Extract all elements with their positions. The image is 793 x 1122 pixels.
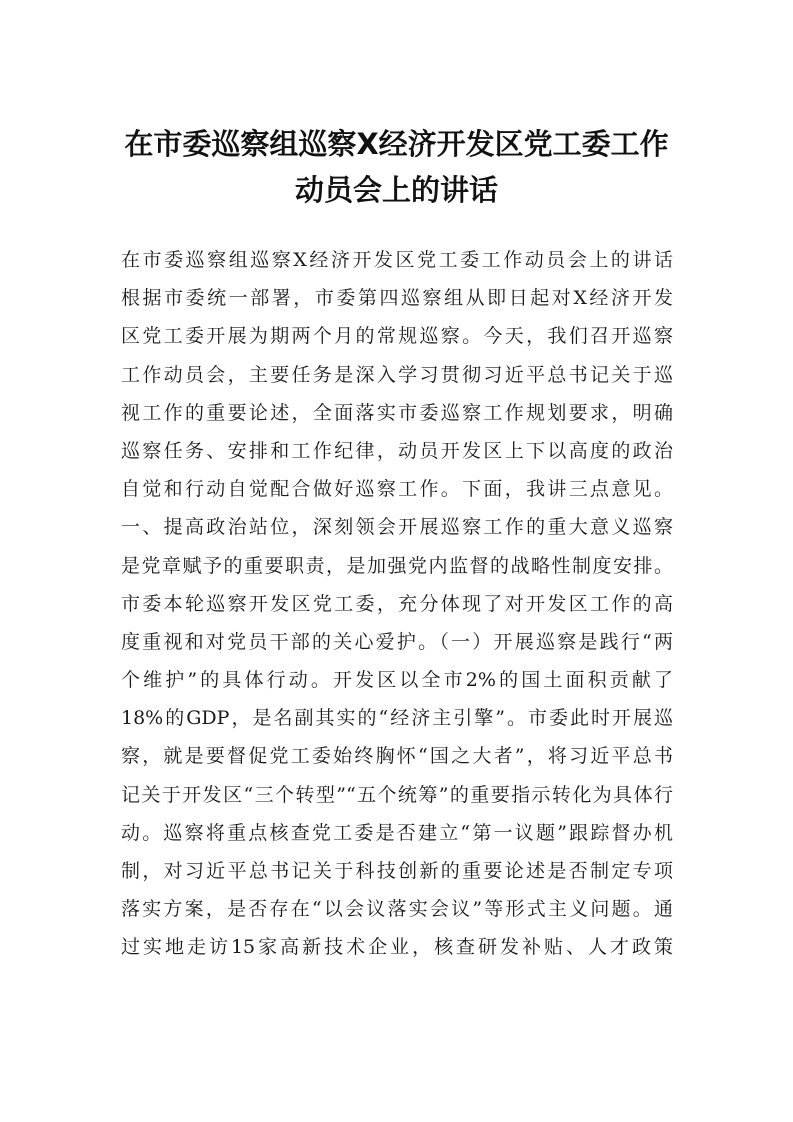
body-line: 自觉和行动自觉配合做好巡察工作。下面，我讲三点意见。 (121, 478, 673, 501)
document-title-line-1: 在市委巡察组巡察X经济开发区党工委工作 (124, 127, 669, 161)
body-line: 制，对习近平总书记关于科技创新的重要论述是否制定专项 (121, 860, 673, 882)
body-line: 一、提高政治站位，深刻领会开展巡察工作的重大意义巡察 (121, 516, 673, 539)
body-line: 是党章赋予的重要职责，是加强党内监督的战略性制度安排。 (121, 554, 673, 577)
body-line: 落实方案，是否存在“以会议落实会议”等形式主义问题。通 (121, 898, 673, 921)
body-line: 18%的GDP，是名副其实的“经济主引擎”。市委此时开展巡 (121, 707, 673, 730)
body-line: 工作动员会，主要任务是深入学习贯彻习近平总书记关于巡 (121, 363, 673, 386)
body-line: 动。巡察将重点核查党工委是否建立“第一议题”跟踪督办机 (121, 821, 673, 844)
body-line: 在市委巡察组巡察X经济开发区党工委工作动员会上的讲话 (121, 249, 673, 271)
body-line: 根据市委统一部署，市委第四巡察组从即日起对X经济开发 (121, 287, 673, 310)
body-line: 察，就是要督促党工委始终胸怀“国之大者”，将习近平总书 (121, 745, 673, 768)
document-title-line-2: 动员会上的讲话 (294, 173, 498, 207)
document-body (121, 241, 673, 967)
body-line: 视工作的重要论述，全面落实市委巡察工作规划要求，明确 (121, 401, 673, 424)
body-line: 市委本轮巡察开发区党工委，充分体现了对开发区工作的高 (121, 592, 673, 615)
body-line: 巡察任务、安排和工作纪律，动员开发区上下以高度的政治 (121, 439, 673, 462)
body-line: 度重视和对党员干部的关心爱护。（一）开展巡察是践行“两 (121, 630, 673, 653)
body-line: 区党工委开展为期两个月的常规巡察。今天，我们召开巡察 (121, 325, 673, 348)
body-line: 记关于开发区“三个转型”“五个统筹”的重要指示转化为具体行 (121, 783, 673, 806)
body-line: 个维护”的具体行动。开发区以全市2%的国土面积贡献了 (121, 669, 673, 692)
body-line: 过实地走访15家高新技术企业，核查研发补贴、人才政策 (121, 936, 673, 959)
